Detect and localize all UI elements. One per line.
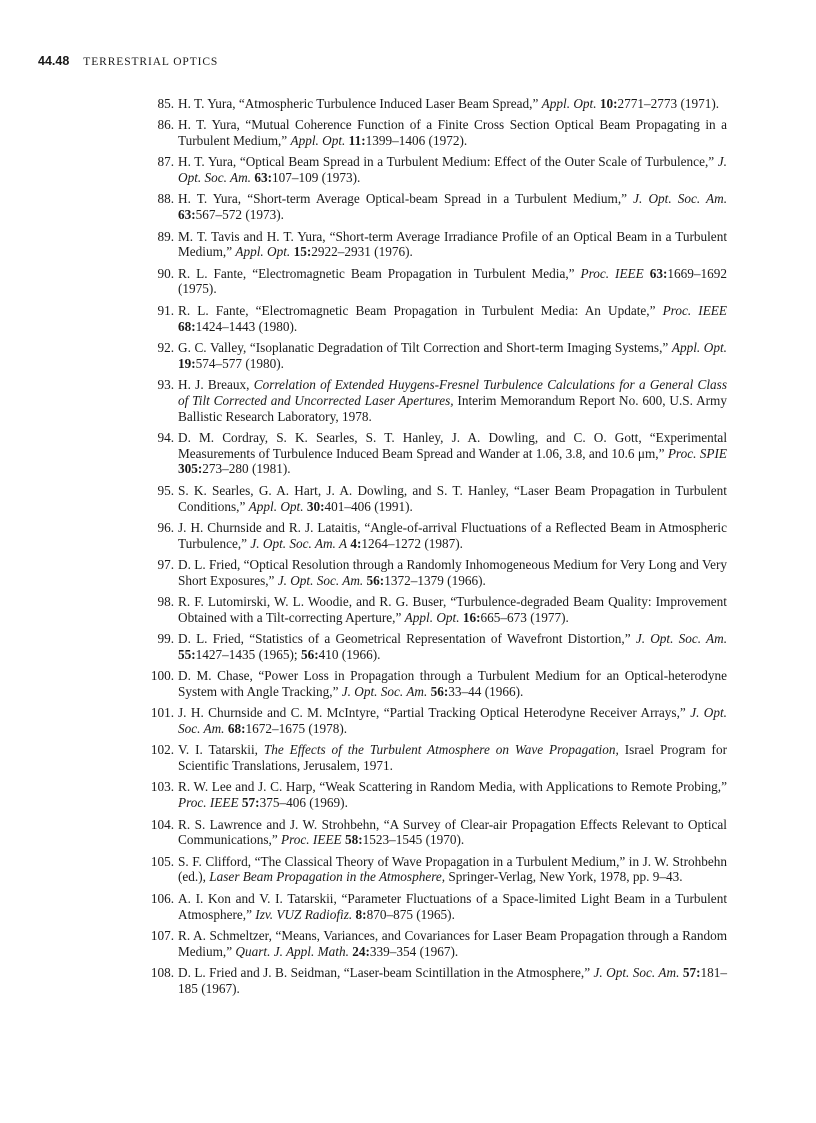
page-number: 44.48	[38, 54, 70, 68]
reference-volume: 63:	[254, 170, 272, 186]
reference-italic-text: Quart. J. Appl. Math.	[235, 943, 349, 959]
reference-item	[142, 520, 727, 552]
reference-text	[178, 520, 727, 551]
reference-text-segment: 1427–1435 (1965);	[195, 646, 301, 662]
reference-text-segment: 2771–2773 (1971).	[617, 96, 720, 111]
reference-text-segment: 181–185 (1967).	[178, 964, 728, 996]
reference-number: 106.	[150, 890, 174, 906]
reference-text	[178, 377, 727, 424]
reference-text-segment: 665–673 (1977).	[480, 609, 569, 625]
reference-text-segment: 1372–1379 (1966).	[384, 572, 486, 588]
reference-text-segment: D. L. Fried and J. B. Seidman, “Laser-beam Scintillation in the Atmosphere,”	[178, 964, 594, 980]
reference-number: 103.	[150, 779, 174, 795]
reference-item	[142, 377, 727, 424]
reference-italic-text: J. Opt. Soc. Am. A	[250, 535, 348, 551]
reference-italic-text: Izv. VUZ Radiofiz.	[255, 906, 353, 922]
reference-volume: 56:	[366, 572, 385, 588]
reference-item	[142, 631, 727, 663]
reference-item	[142, 854, 727, 886]
reference-volume: 19:	[178, 355, 196, 371]
reference-item	[142, 96, 727, 112]
reference-number: 99.	[157, 631, 174, 647]
reference-volume: 15:	[293, 244, 312, 260]
reference-number: 100.	[150, 668, 174, 684]
reference-number: 101.	[150, 705, 174, 721]
reference-volume: 305:	[178, 461, 203, 477]
reference-text-segment: 401–406 (1991).	[324, 498, 413, 514]
reference-text-segment: H. T. Yura, “Mutual Coherence Function of a Finite Cross Section Optical Beam Propagating in a Turbulent Medium,”	[178, 117, 727, 149]
reference-item	[142, 229, 727, 261]
reference-text-segment: M. T. Tavis and H. T. Yura, “Short-term Average Irradiance Profile of an Optical Beam in a Turbulent Medium,”	[178, 228, 727, 260]
reference-volume: 11:	[348, 133, 366, 149]
reference-text-segment: R. F. Lutomirski, W. L. Woodie, and R. G. Buser, “Turbulence-degraded Beam Quality: Improvement Obtained with a Tilt-correcting Aperture,”	[178, 594, 727, 625]
reference-item	[142, 742, 727, 774]
reference-text	[178, 928, 727, 959]
reference-text	[178, 303, 727, 334]
reference-text-segment: J. H. Churnside and R. J. Lataitis, “Angle-of-arrival Fluctuations of a Reflected Beam in Atmospheric Turbulence,”	[178, 519, 727, 551]
reference-text-segment: 107–109 (1973).	[271, 170, 361, 186]
reference-italic-text: The Effects of the Turbulent Atmosphere on Wave Propagation,	[263, 742, 619, 758]
reference-text-segment: R. L. Fante, “Electromagnetic Beam Propagation in Turbulent Media: An Update,”	[178, 302, 663, 318]
reference-italic-text: Appl. Opt.	[235, 244, 291, 260]
reference-italic-text: Proc. IEEE	[178, 795, 239, 811]
reference-text-segment: H. T. Yura, “Atmospheric Turbulence Induced Laser Beam Spread,”	[178, 96, 542, 111]
reference-text	[178, 779, 727, 810]
reference-text-segment: Springer-Verlag, New York, 1978, pp. 9–43.	[445, 869, 683, 885]
reference-item	[142, 965, 727, 997]
reference-text-segment: 567–572 (1973).	[195, 207, 284, 223]
reference-item	[142, 340, 727, 372]
reference-text	[178, 483, 727, 514]
reference-volume: 8:	[355, 906, 367, 922]
reference-text	[178, 668, 727, 699]
reference-text-segment: S. K. Searles, G. A. Hart, J. A. Dowling, and S. T. Hanley, “Laser Beam Propagation in Turbulent Conditions,”	[178, 482, 727, 514]
reference-item	[142, 668, 727, 700]
reference-item	[142, 483, 727, 515]
reference-text-segment: 339–354 (1967).	[369, 943, 459, 959]
reference-number: 91.	[157, 302, 174, 318]
reference-volume: 57:	[682, 964, 701, 980]
reference-volume: 56:	[300, 646, 319, 662]
reference-italic-text: Proc. IEEE	[281, 832, 342, 848]
reference-item	[142, 191, 727, 223]
reference-item	[142, 817, 727, 849]
reference-text	[178, 266, 727, 297]
reference-item	[142, 891, 727, 923]
reference-volume: 56:	[430, 684, 449, 699]
reference-number: 85.	[157, 96, 174, 111]
reference-number: 94.	[157, 429, 174, 445]
reference-number: 89.	[157, 228, 174, 244]
reference-item	[142, 154, 727, 186]
reference-text-segment: 870–875 (1965).	[366, 906, 455, 922]
reference-number: 87.	[157, 154, 174, 170]
reference-text-segment: 1669–1692 (1975).	[178, 265, 727, 297]
reference-italic-text: J. Opt. Soc. Am.	[633, 191, 728, 207]
reference-text-segment: 375–406 (1969).	[259, 795, 348, 811]
reference-volume: 68:	[227, 721, 246, 737]
reference-text-segment: A. I. Kon and V. I. Tatarskii, “Parameter Fluctuations of a Space-limited Light Beam in a Turbulent Atmosphere,”	[178, 890, 727, 922]
reference-text-segment: 2922–2931 (1976).	[311, 244, 413, 260]
reference-list	[142, 96, 727, 1002]
reference-volume: 68:	[178, 318, 196, 334]
reference-text-segment: 410 (1966).	[318, 646, 381, 662]
reference-number: 88.	[157, 191, 174, 207]
reference-number: 95.	[157, 482, 174, 498]
reference-text-segment: D. M. Cordray, S. K. Searles, S. T. Hanley, J. A. Dowling, and C. O. Gott, “Experimental Measurements of Turbulence Induced Beam Spread and Wander at 1.06, 3.8, and 10.6 μm,”	[178, 429, 727, 461]
reference-text	[178, 631, 727, 662]
running-title: TERRESTRIAL OPTICS	[83, 56, 219, 68]
reference-text-segment: H. T. Yura, “Optical Beam Spread in a Turbulent Medium: Effect of the Outer Scale of Turbulence,”	[178, 154, 718, 170]
reference-item	[142, 928, 727, 960]
reference-italic-text: Appl. Opt.	[671, 339, 727, 355]
reference-text-segment: Interim Memorandum Report No. 600, U.S. Army Ballistic Research Laboratory, 1978.	[178, 392, 727, 424]
reference-volume: 10:	[599, 96, 618, 111]
reference-text-segment: D. L. Fried, “Optical Resolution through a Randomly Inhomogeneous Medium for Very Long and Very Short Exposures,”	[178, 556, 727, 588]
reference-text-segment: 1399–1406 (1972).	[365, 133, 468, 149]
reference-number: 107.	[150, 927, 174, 943]
reference-text-segment: 1264–1272 (1987).	[361, 535, 463, 551]
reference-text-segment: H. T. Yura, “Short-term Average Optical-beam Spread in a Turbulent Medium,”	[178, 191, 634, 207]
reference-italic-text: J. Opt. Soc. Am.	[341, 684, 428, 699]
reference-text	[178, 430, 727, 477]
reference-text-segment: R. W. Lee and J. C. Harp, “Weak Scattering in Random Media, with Applications to Remote Probing,”	[178, 779, 727, 795]
reference-number: 96.	[157, 519, 174, 535]
reference-item	[142, 779, 727, 811]
reference-text-segment: 574–577 (1980).	[195, 355, 284, 371]
reference-italic-text: Appl. Opt.	[404, 609, 460, 625]
reference-number: 108.	[150, 964, 174, 980]
reference-italic-text: Appl. Opt.	[541, 96, 597, 111]
reference-volume: 55:	[178, 646, 196, 662]
reference-text	[178, 594, 727, 625]
reference-text	[178, 891, 727, 922]
reference-text-segment: 273–280 (1981).	[202, 461, 291, 477]
reference-volume: 4:	[350, 535, 362, 551]
reference-number: 102.	[150, 742, 174, 758]
reference-text-segment: J. H. Churnside and C. M. McIntyre, “Partial Tracking Optical Heterodyne Receiver Arrays,”	[178, 705, 691, 721]
reference-number: 93.	[157, 376, 174, 392]
reference-italic-text: Proc. IEEE	[580, 265, 644, 281]
reference-italic-text: Correlation of Extended Huygens-Fresnel Turbulence Calculations for a General Class of Tilt Corrected and Uncorrected Laser Apertures,	[178, 376, 727, 408]
reference-number: 98.	[157, 594, 174, 610]
reference-volume: 63:	[649, 265, 668, 281]
reference-text-segment: S. F. Clifford, “The Classical Theory of Wave Propagation in a Turbulent Medium,” in J. W. Strohbehn (ed.),	[178, 853, 727, 885]
reference-item	[142, 430, 727, 477]
reference-text	[178, 854, 727, 885]
reference-text	[178, 340, 727, 371]
reference-text-segment: 33–44 (1966).	[448, 684, 524, 699]
reference-number: 104.	[150, 816, 174, 832]
reference-number: 105.	[150, 853, 174, 869]
reference-text	[178, 229, 727, 260]
reference-text	[178, 117, 727, 148]
reference-text-segment: 1672–1675 (1978).	[245, 721, 348, 737]
reference-text-segment: D. L. Fried, “Statistics of a Geometrical Representation of Wavefront Distortion,”	[178, 631, 636, 647]
reference-italic-text: Laser Beam Propagation in the Atmosphere,	[209, 869, 446, 885]
reference-text	[178, 96, 719, 111]
reference-item	[142, 117, 727, 149]
reference-text-segment: D. M. Chase, “Power Loss in Propagation through a Turbulent Medium for an Optical-heterodyne System with Angle Tracking,”	[178, 668, 727, 699]
reference-volume: 16:	[462, 609, 481, 625]
reference-italic-text: J. Opt. Soc. Am.	[277, 572, 364, 588]
reference-text-segment: V. I. Tatarskii,	[178, 742, 264, 758]
reference-volume: 57:	[241, 795, 260, 811]
reference-text-segment: G. C. Valley, “Isoplanatic Degradation of Tilt Correction and Short-term Imaging Systems,”	[178, 339, 672, 355]
reference-text-segment: 1523–1545 (1970).	[362, 832, 465, 848]
reference-text	[178, 557, 727, 588]
reference-number: 90.	[157, 265, 174, 281]
reference-text-segment: 1424–1443 (1980).	[195, 318, 298, 334]
reference-item	[142, 705, 727, 737]
reference-volume: 30:	[306, 498, 325, 514]
reference-text	[178, 191, 727, 222]
reference-number: 92.	[157, 339, 174, 355]
reference-italic-text: J. Opt. Soc. Am.	[178, 154, 727, 186]
reference-italic-text: J. Opt. Soc. Am.	[635, 631, 728, 647]
reference-text-segment: R. A. Schmeltzer, “Means, Variances, and Covariances for Laser Beam Propagation through a Random Medium,”	[178, 927, 727, 959]
reference-volume: 63:	[178, 207, 196, 223]
reference-volume: 24:	[352, 943, 370, 959]
reference-italic-text: Appl. Opt.	[290, 133, 346, 149]
reference-text	[178, 965, 727, 996]
reference-italic-text: Appl. Opt.	[248, 498, 304, 514]
reference-text	[178, 705, 727, 736]
reference-text-segment: R. S. Lawrence and J. W. Strohbehn, “A Survey of Clear-air Propagation Effects Relevant to Optical Communications,”	[178, 816, 727, 848]
reference-italic-text: J. Opt. Soc. Am.	[178, 705, 727, 737]
reference-item	[142, 303, 727, 335]
reference-text-segment: H. J. Breaux,	[178, 376, 254, 392]
reference-italic-text: Proc. SPIE	[667, 445, 727, 461]
reference-item	[142, 557, 727, 589]
reference-italic-text: J. Opt. Soc. Am.	[593, 964, 680, 980]
running-header	[38, 53, 218, 70]
reference-text-segment: Israel Program for Scientific Translations, Jerusalem, 1971.	[178, 742, 727, 774]
reference-text	[178, 742, 727, 773]
reference-item	[142, 266, 727, 298]
reference-text	[178, 154, 727, 185]
reference-volume: 58:	[344, 832, 363, 848]
reference-number: 97.	[157, 556, 174, 572]
reference-item	[142, 594, 727, 626]
reference-text	[178, 817, 727, 848]
reference-number: 86.	[157, 117, 174, 133]
reference-text-segment: R. L. Fante, “Electromagnetic Beam Propagation in Turbulent Media,”	[178, 265, 581, 281]
reference-italic-text: Proc. IEEE	[662, 302, 727, 318]
